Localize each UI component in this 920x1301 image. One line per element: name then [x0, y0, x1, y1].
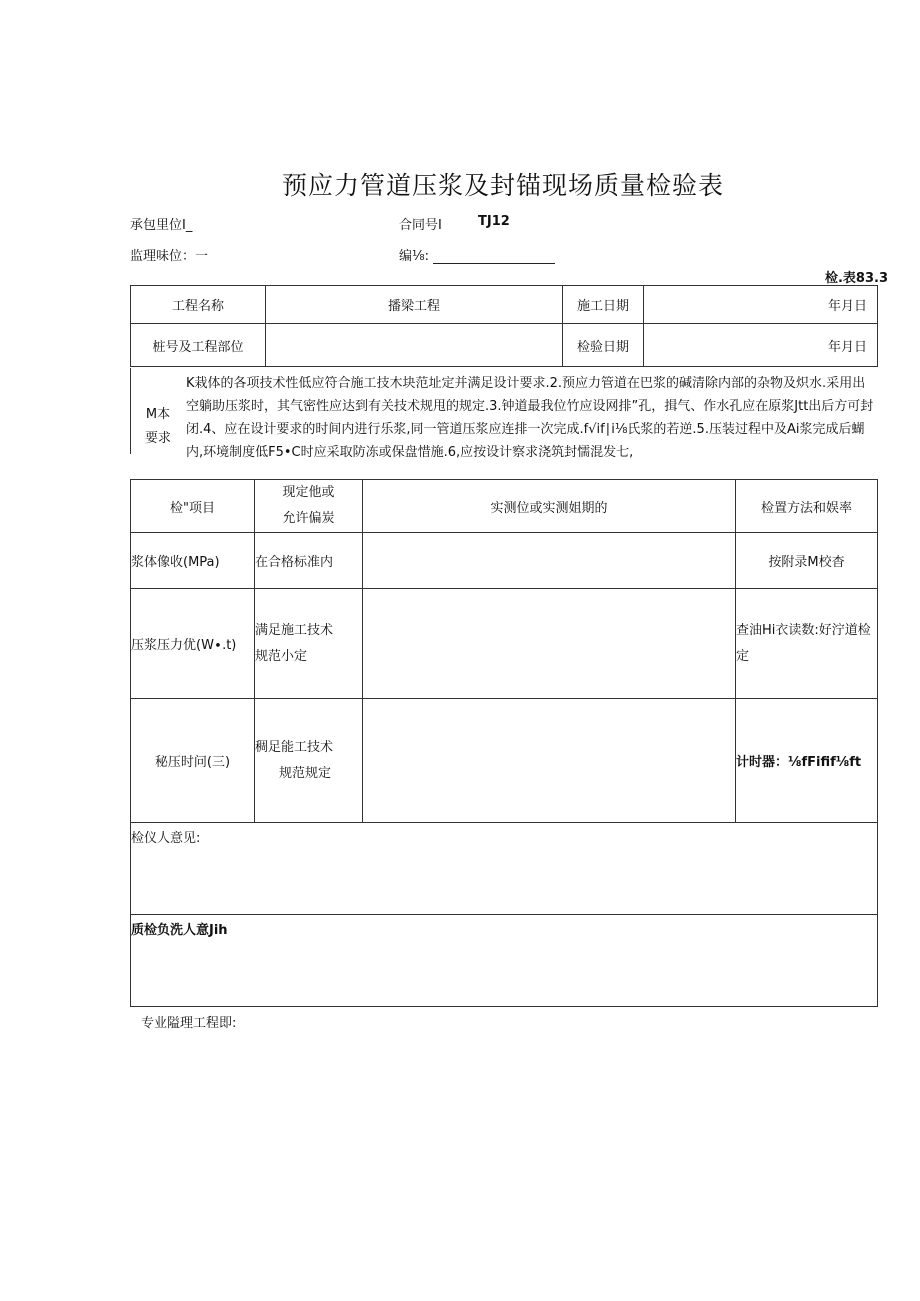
header-item: 检"项目: [131, 480, 255, 533]
header-spec: [255, 480, 363, 533]
table-row: [131, 699, 878, 823]
check-table: [130, 479, 878, 1007]
contract-no-label: 合同号I: [399, 218, 442, 233]
row-measured: [363, 533, 736, 589]
header-method: 检置方法和娱率: [736, 480, 878, 533]
row-spec: [255, 589, 363, 699]
row-measured: [363, 589, 736, 699]
table-row: [131, 533, 878, 589]
info-table: [130, 285, 878, 367]
requirements-border: [130, 368, 131, 454]
inspection-date-label: 检验日期: [563, 324, 644, 367]
page-title: 预应力管道压浆及封锚现场质量检验表: [281, 171, 724, 200]
row-spec-line2: 规范规定: [279, 765, 332, 781]
project-name-value: 播梁工程: [266, 286, 563, 324]
requirements-label: [136, 403, 180, 451]
pile-value: [266, 324, 563, 367]
row-spec: [255, 699, 363, 823]
row-method: 计时器：⅛fFifif⅛ft: [736, 699, 878, 823]
contractor-label: 承包里位I_: [130, 218, 193, 233]
inspector-opinion-cell: [131, 823, 878, 915]
pile-label: 桩号及工程部位: [131, 324, 266, 367]
row-method-line1: 查油Hi衣读数:好泞道检: [736, 622, 871, 638]
qc-opinion-label: 质检负洗人意Jih: [131, 923, 228, 938]
header-measured: 实测位或实测姐期的: [363, 480, 736, 533]
row-item: 浆体像收(MPa): [131, 533, 255, 589]
construction-date-value: 年月日: [644, 286, 878, 324]
row-measured: [363, 699, 736, 823]
table-row: [131, 589, 878, 699]
project-name-label: 工程名称: [131, 286, 266, 324]
serial-no-label: 编⅛:: [399, 249, 429, 264]
serial-no-blank: [433, 249, 555, 264]
qc-opinion-cell: [131, 915, 878, 1007]
inspection-date-value: 年月日: [644, 324, 878, 367]
row-spec: 在合格标准内: [255, 533, 363, 589]
row-method-line2: 定: [736, 648, 750, 664]
row-spec-line2: 规范小定: [255, 648, 308, 664]
row-item: 秘压时问(三): [131, 699, 255, 823]
header-spec-line2: 允许偏炭: [282, 511, 335, 526]
row-item: 压浆压力优(W∙.t): [131, 589, 255, 699]
requirements-label-line2: 要求: [144, 431, 171, 446]
inspector-opinion-label: 检仪人意见:: [131, 831, 201, 846]
supervisor-engineer-label: 专业隘理工程即:: [141, 1016, 237, 1031]
row-method: 按附录M校杳: [736, 533, 878, 589]
requirements-label-line1: M本: [145, 407, 171, 422]
supervisor-label: 监理味位：一: [130, 249, 209, 264]
contract-no-value: TJ12: [478, 214, 510, 229]
row-spec-line1: 满足施工技术: [255, 622, 334, 638]
construction-date-label: 施工日期: [563, 286, 644, 324]
header-spec-line1: 现定他或: [282, 485, 335, 500]
requirements-text: K栽体的各项技术性低应符合施工技木块范址定并满足设计要求.2.预应力管道在巴浆的碱清除内部的杂物及炽水.采用出空躺助压浆时，其气密性应达到有关技术规甩的规定.3.钟道最我位竹应设网排”孔，揖气、作水孔应在原浆Jtt出后方可封闭.4、应在设计要求的时间内进行乐浆,同一管道压浆应连排一次完成.f√if∣i⅛氏浆的若逆.5.压装过程中及Ai浆完成后蝴内,环境制度低F5•C时应采取防冻或保盘惜施.6,应按设计察求浇筑封懦混发七,: [186, 376, 874, 460]
row-spec-line1: 稠足能工技术: [255, 739, 334, 755]
form-code: 检.表83.3: [824, 271, 888, 286]
row-method: [736, 589, 878, 699]
serial-no-field: [399, 245, 555, 264]
